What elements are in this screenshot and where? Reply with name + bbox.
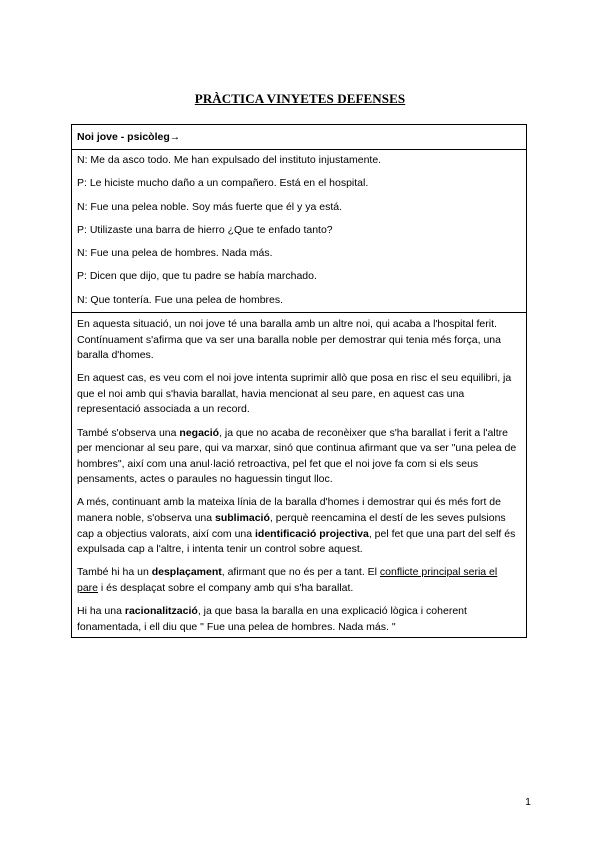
analysis-paragraph: En aquesta situació, un noi jove té una baralla amb un altre noi, qui acaba a l'hospital ferit. Contínuament s'afirma que va ser una baralla noble per demostrar qui tenia més força, una baralla d'homes. — [77, 318, 501, 362]
paragraph-text: Hi ha una — [77, 605, 125, 617]
analysis-cell — [72, 313, 526, 637]
paragraph-text: , ja que no acaba de reconèixer que s'ha barallat i ferit a l'altre per mencionar al seu pare, qui va marxar, sinó que continua afirmant que va ser "una pelea de hombres", així com una anul·lació retroactiva, pel fet que el noi jove fa com si els seus pensaments, actes o paraules no haguessin tingut lloc. — [77, 426, 517, 486]
analysis-paragraph: En aquest cas, es veu com el noi jove intenta suprimir allò que posa en risc el seu equilibri, ja que el noi amb qui s'havia barallat, havia mencionat al seu pare, en aquest cas una representació associada a un record. — [77, 372, 512, 416]
paragraph-text: i és desplaçat sobre el company amb qui s'ha barallat. — [98, 581, 354, 594]
underlined-phrase: conflicte principal seria el pare — [77, 566, 498, 594]
paragraph-text: , ja que basa la baralla en una explicació lògica i coherent fonamentada, i ell diu que " Fue una pelea de hombres. Nada más. " — [77, 605, 467, 633]
defense-term-negacio: negació — [179, 426, 220, 439]
document-title: PRÀCTICA VINYETES DEFENSES — [194, 91, 406, 106]
analysis-paragraph — [77, 604, 521, 635]
analysis-paragraph — [77, 495, 521, 557]
dialogue-line: N: Que tontería. Fue una pelea de hombres. — [77, 293, 284, 306]
dialogue-line: N: Me da asco todo. Me han expulsado del instituto injustamente. — [77, 154, 382, 166]
content-table — [71, 124, 527, 638]
defense-term-identificacio-projectiva: identificació projectiva — [255, 527, 369, 540]
dialogue-line: P: Le hiciste mucho daño a un compañero. Está en el hospital. — [77, 177, 369, 190]
dialogue-cell — [72, 150, 526, 313]
paragraph-text: , afirmant que no és per a tant. El — [221, 566, 380, 579]
analysis-paragraph — [77, 426, 521, 488]
paragraph-text: , pel fet que una part del self és expulsada cap a l'altre, i intenta tenir un control sobre aquest. — [77, 527, 516, 556]
paragraph-text: També hi ha un — [77, 566, 152, 579]
analysis-paragraph — [77, 565, 521, 596]
table-header: Noi jove - psicòleg→ — [72, 125, 526, 150]
paragraph-text: A més, continuant amb la mateixa línia de la baralla d'homes i demostrar qui és més fort de manera noble, s'observa una — [77, 496, 501, 525]
defense-term-racionalitzacio: racionalització — [124, 605, 198, 617]
page-number: 1 — [525, 796, 531, 808]
paragraph-text: També s'observa una — [77, 426, 180, 439]
dialogue-line: N: Fue una pelea noble. Soy más fuerte que él y ya está. — [77, 200, 342, 213]
dialogue-line: N: Fue una pelea de hombres. Nada más. — [77, 247, 273, 260]
dialogue-line: P: Dicen que dijo, que tu padre se había marchado. — [77, 270, 317, 283]
defense-term-sublimacio: sublimació — [215, 512, 270, 525]
paragraph-text: , perquè reencamina el destí de les seves pulsions cap a objectius valorats, així com una — [77, 512, 506, 540]
defense-term-desplacament: desplaçament — [151, 566, 222, 579]
dialogue-line: P: Utilizaste una barra de hierro ¿Que te enfado tanto? — [77, 223, 333, 236]
